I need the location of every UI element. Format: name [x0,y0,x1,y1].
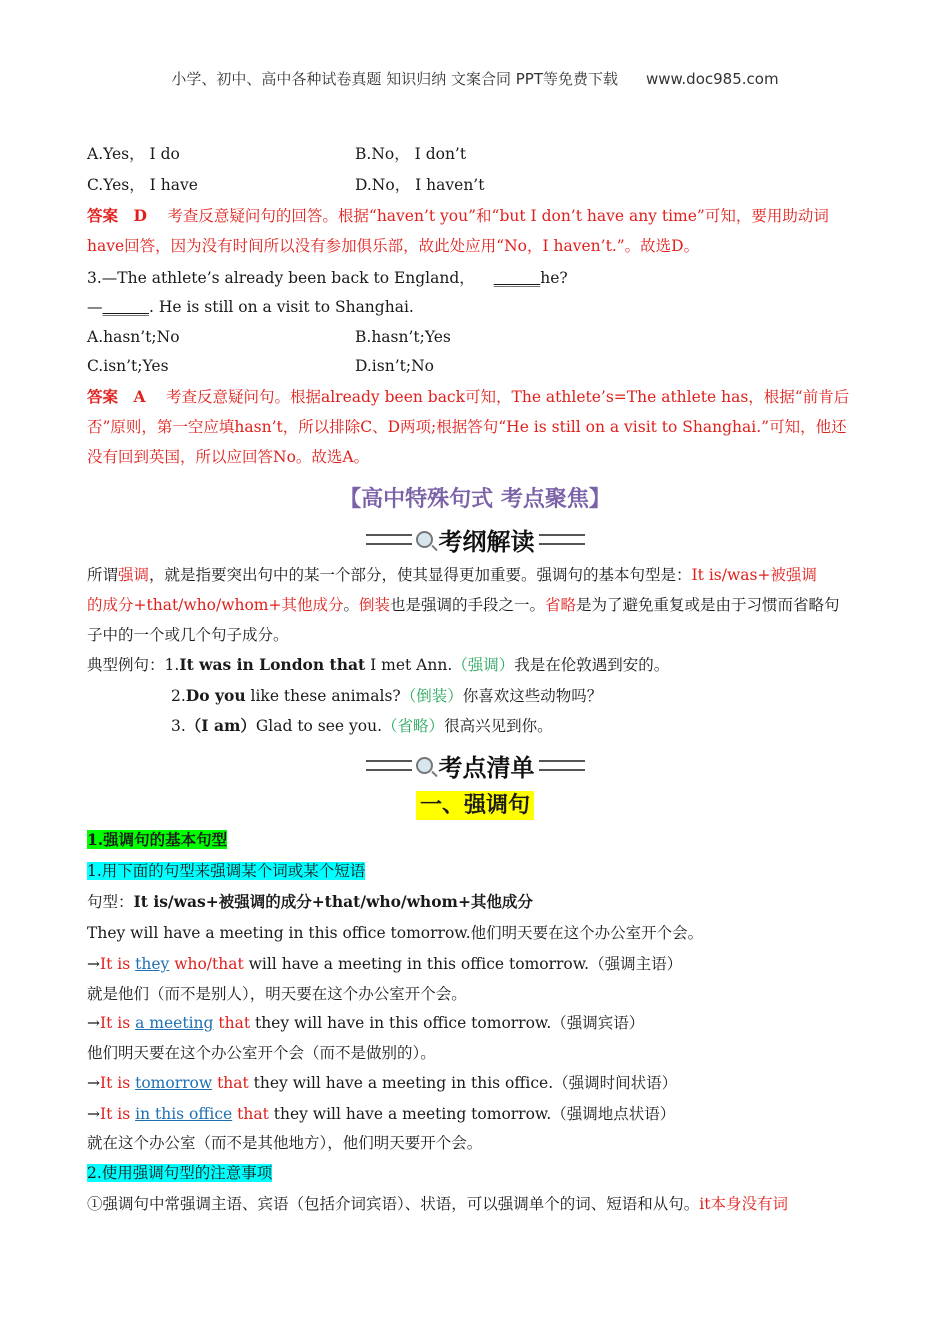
sentence-object [87,1013,644,1033]
q3-stem1-tail: he? [540,269,568,287]
q2-answer-label: 答案 D [87,206,147,225]
e1-cn: 我是在伦敦遇到安的。 [514,656,670,674]
intro-line3: 子中的一个或几个句子成分。 [87,626,289,644]
q2-option-c: C.Yes， I have [87,176,198,194]
sentence-subject [87,954,682,974]
intro-t3: 。 [343,596,359,614]
intro-t2: ，就是指要突出句中的某一个部分，使其显得更加重要。强调句的基本句型是： [149,566,692,584]
intro-pattern1: It is/was+被强调 [691,566,817,584]
sentence-place [87,1104,675,1124]
subhead-2-text: 1.用下面的句型来强调某个词或某个短语 [87,862,366,880]
intro-ellipsis: 省略 [545,596,577,614]
example-3 [171,716,553,736]
section-checklist [0,748,950,783]
q3-option-a: A.hasn’t;No [87,328,180,346]
pattern-text: It is/was+被强调的成分+that/who/whom+其他成分 [133,892,533,911]
it-is: It is [100,955,136,973]
arrow: → [87,955,100,973]
intro-line1 [87,565,817,585]
double-rule-right [539,534,585,545]
note-1-text: ①强调句中常强调主语、宾语（包括介词宾语）、状语，可以强调单个的词、短语和从句。 [87,1195,700,1213]
example-2 [171,686,602,706]
it-is: It is [100,1105,136,1123]
q2-answer-text1: 考查反意疑问句的回答。根据“haven’t you”和“but I don’t have any time”可知，要用助动词 [167,207,829,225]
sentence-base: They will have a meeting in this office tomorrow.他们明天要在这个办公室开个会。 [87,924,704,942]
q2-answer-line1 [87,206,829,226]
q3-option-c: C.isn’t;Yes [87,357,169,375]
e2-text: like these animals? [245,687,401,705]
magnifier-icon [416,531,433,548]
intro-inversion: 倒装 [358,596,390,614]
rest: they will have a meeting tomorrow.（强调地点状语） [268,1105,676,1123]
q3-answer-line3: 没有回到英国，所以应回答No。故选A。 [87,448,370,466]
it-is: It is [100,1014,136,1032]
note-1-red: it本身没有词 [699,1195,788,1213]
page-header [0,68,950,89]
rest: they will have in this office tomorrow.（强调宾语） [250,1014,645,1032]
q2-option-d: D.No， I haven’t [355,176,485,194]
sentence-time [87,1073,677,1093]
header-text: 小学、初中、高中各种试卷真题 知识归纳 文案合同 PPT等免费下载 [171,70,618,88]
intro-emph: 强调 [118,566,150,584]
sentence-place-cn: 就在这个办公室（而不是其他地方），他们明天要开个会。 [87,1134,483,1152]
relative: that [212,1074,249,1092]
intro-line2 [87,595,840,615]
it-is: It is [100,1074,136,1092]
q3-answer-line1 [87,387,849,407]
section-checklist-title: 考点清单 [438,754,535,782]
rest: will have a meeting in this office tomorrow.（强调主语） [243,955,683,973]
section-syllabus [0,522,950,557]
e1-text: I met Ann. [365,656,453,674]
e1-num: 1. [164,656,180,674]
subhead-1-text: 1.强调句的基本句型 [87,830,228,849]
sentence-object-cn: 他们明天要在这个办公室开个会（而不是做别的）。 [87,1044,436,1062]
arrow: → [87,1014,100,1032]
subhead-1 [87,830,227,850]
relative: that [232,1105,269,1123]
q2-option-a: A.Yes， I do [87,145,180,163]
relative: that [213,1014,251,1032]
q2-answer-line2: have回答，因为没有时间所以没有参加俱乐部，故此处应用“No，I haven’t.”。故选D。 [87,237,700,255]
e1-bold: It was in London that [179,655,366,674]
e2-bold: Do you [185,686,246,705]
q3-answer-label: 答案 A [87,387,146,406]
example-1 [87,655,669,675]
pattern-label: 句型： [87,893,134,911]
intro-t4: 也是强调的手段之一。 [390,596,546,614]
q3-stem1 [87,268,568,288]
e3-tag: （省略） [382,717,445,735]
double-rule-right-2 [539,760,585,771]
magnifier-icon-2 [416,757,433,774]
q3-option-b: B.hasn’t;Yes [355,328,451,346]
q2-option-b: B.No， I don’t [355,145,467,163]
q3-blank1: ______ [493,269,541,287]
subhead-3 [87,1163,272,1183]
rest: they will have a meeting in this office.（强调时间状语） [248,1074,678,1092]
e2-tag: （倒装） [400,687,463,705]
focus: they [135,955,170,973]
q3-dash: — [87,298,103,316]
arrow: → [87,1105,100,1123]
q3-options-row2 [87,356,434,376]
double-rule-left-2 [366,760,412,771]
intro-pattern2: 的成分+that/who/whom+其他成分 [87,596,344,614]
heading-cleft [0,788,950,819]
e2-cn: 你喜欢这些动物吗？ [462,687,603,705]
e1-tag: （强调） [452,656,515,674]
header-site: www.doc985.com [645,70,779,88]
sentence-subject-cn: 就是他们（而不是别人），明天要在这个办公室开个会。 [87,985,467,1003]
q3-options-row1 [87,327,451,347]
note-1 [87,1194,788,1214]
intro-t5: 是为了避免重复或是由于习惯而省略句 [576,596,840,614]
e2-num: 2. [171,687,186,705]
q3-answer-text1: 考查反意疑问句。根据already been back可知，The athlete’s=The athlete has，根据“前肯后 [165,388,850,406]
double-rule-left [366,534,412,545]
relative: who/that [169,955,244,973]
focus: tomorrow [135,1074,213,1092]
q3-stem1-text: 3.—The athlete’s already been back to England， [87,269,475,287]
section-syllabus-title: 考纲解读 [438,528,535,556]
main-title: 【高中特殊句式 考点聚焦】 [339,487,611,512]
q2-options-row1 [87,144,467,164]
q3-option-d: D.isn’t;No [355,357,434,375]
e3-bold: （I am） [185,716,256,735]
heading-cleft-text: 一、强调句 [416,791,534,820]
e3-text: Glad to see you. [255,717,383,735]
subhead-3-text: 2.使用强调句型的注意事项 [87,1164,273,1182]
pattern-line [87,892,533,912]
q3-stem2 [87,297,414,317]
e3-cn: 很高兴见到你。 [444,717,553,735]
q3-answer-line2: 否”原则，第一空应填hasn’t，所以排除C、D两项;根据答句“He is still on a visit to Shanghai.”可知，他还 [87,418,847,436]
q3-stem2-text: . He is still on a visit to Shanghai. [149,298,414,316]
q2-options-row2 [87,175,485,195]
e3-num: 3. [171,717,186,735]
q3-blank2: ______ [102,298,149,316]
examples-label: 典型例句： [87,656,165,674]
intro-t1: 所谓 [87,566,119,584]
arrow: → [87,1074,100,1092]
subhead-2 [87,861,365,881]
focus: in this office [135,1105,233,1123]
focus: a meeting [135,1014,214,1032]
